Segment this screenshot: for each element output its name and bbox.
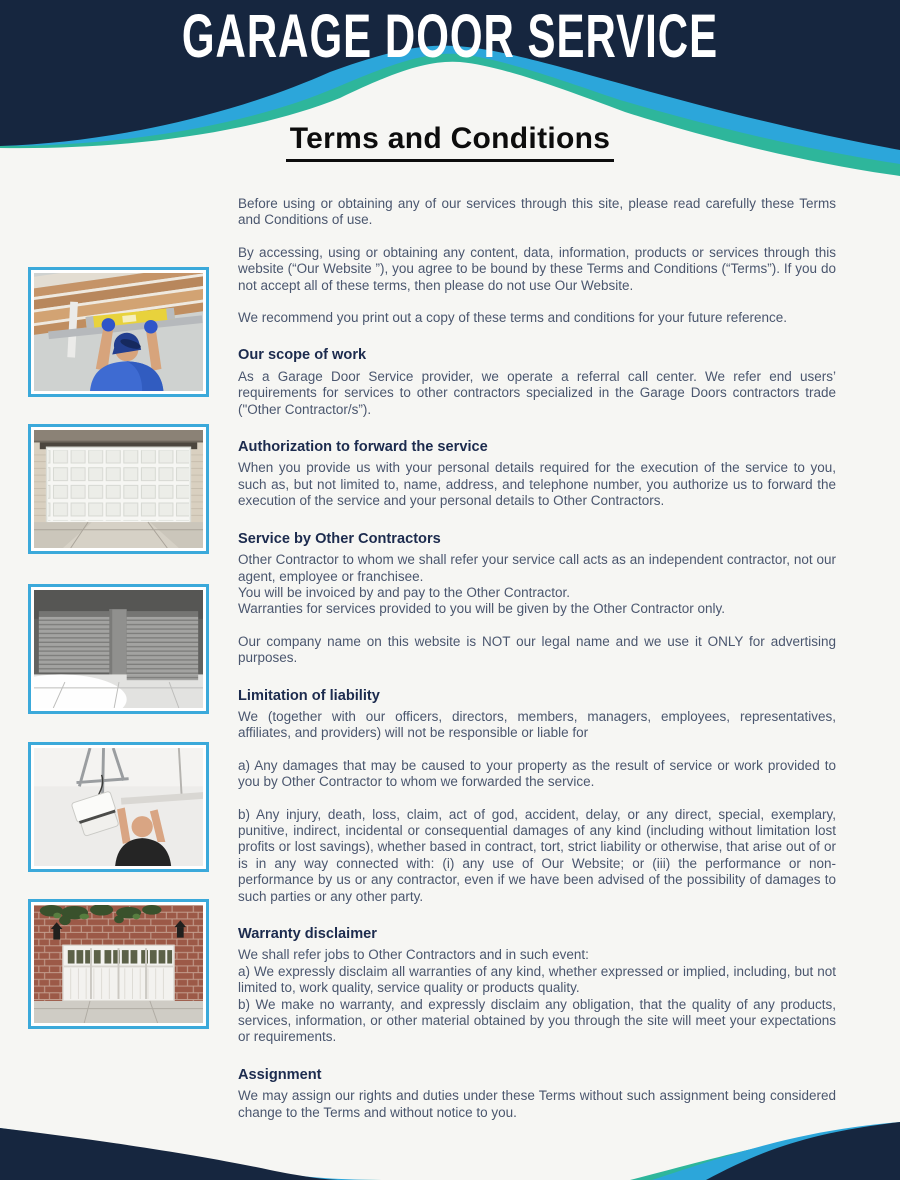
page-title: Terms and Conditions (286, 122, 614, 162)
paragraph: b) Any injury, death, loss, claim, act of god, accident, delay, or any direct, special, exemplary, punitive, indirect, incidental or consequential damages of any kind (including without limitation lost profits or lost savings), whether based in contract, tort, strict liability or otherwise, that arise out of or is in any way connected with: (i) any use of Our Website; or (iii) the performance or non-performance by us or any contractor, even if we have been advised of the possibility of damages to such parties or any other party. (238, 806, 836, 904)
paragraph: As a Garage Door Service provider, we operate a referral call center. We refer end users’ requirements for services to other contractors specialized in the Garage Doors contractors trade ("Other Contractor/s”). (238, 368, 836, 417)
section-heading: Authorization to forward the service (238, 439, 488, 456)
paragraph: a) Any damages that may be caused to your property as the result of service or work provided to you by Other Contractor to whom we forwarded the service. (238, 757, 836, 790)
paragraph: We (together with our officers, directors, members, managers, employees, representatives, affiliates, and providers) will not be responsible or liable for (238, 708, 836, 741)
paragraph: Other Contractor to whom we shall refer your service call acts as an independent contractor, not our agent, employee or franchisee. You will be invoiced by and pay to the Other Contractor. Warranties for services provided to you will be given by the Other Contractor only. (238, 552, 836, 617)
section-heading: Warranty disclaimer (238, 926, 377, 942)
paragraph: We may assign our rights and duties under these Terms without such assignment being considered change to the Terms and without notice to you. (238, 1088, 836, 1120)
paragraph: When you provide us with your personal details required for the execution of the service to you, such as, but not limited to, name, address, and telephone number, you authorize us to forward the execution of the service and your personal details to Other Contractors. (238, 460, 836, 509)
terms-content (238, 196, 836, 1137)
paragraph: By accessing, using or obtaining any content, data, information, products or services through this website (“Our Website ”), you agree to be bound by these Terms and Conditions (“Terms”). If you do not accept all of these terms, then please do not use Our Website. (238, 244, 836, 293)
terms-section (238, 347, 836, 418)
photo-ceiling-leveling (28, 267, 209, 397)
terms-section (238, 688, 836, 905)
terms-section (238, 926, 836, 1046)
brand-title: GARAGE DOOR SERVICE (181, 1, 719, 70)
terms-section (238, 1067, 836, 1121)
terms-section (238, 531, 836, 667)
paragraph: We recommend you print out a copy of these terms and conditions for your future reference. (238, 310, 788, 326)
paragraph: Our company name on this website is NOT our legal name and we use it ONLY for advertising purposes. (238, 633, 836, 666)
content-sections (238, 196, 836, 1121)
photo-roller-doors (28, 584, 209, 714)
photo-opener-install (28, 742, 209, 872)
section-heading: Our scope of work (238, 347, 367, 364)
section-heading: Assignment (238, 1066, 322, 1083)
photo-carriage-door-brick (28, 899, 209, 1029)
paragraph: Before using or obtaining any of our services through this site, please read carefully these Terms and Conditions of use. (238, 196, 836, 228)
photo-white-garage-door (28, 424, 209, 554)
terms-section (238, 439, 836, 510)
paragraph: We shall refer jobs to Other Contractors and in such event: a) We expressly disclaim all warranties of any kind, whether expressed or implied, including, but not limited to, work quality, service quality or products quality. b) We make no warranty, and expressly disclaim any obligation, that the quality of any products, services, information, or other material obtained by you through the site will meet your expectations or requirements. (238, 947, 836, 1045)
section-heading: Limitation of liability (238, 687, 380, 704)
terms-section (238, 196, 836, 326)
page-title-wrap (0, 122, 900, 162)
section-heading: Service by Other Contractors (238, 530, 441, 547)
